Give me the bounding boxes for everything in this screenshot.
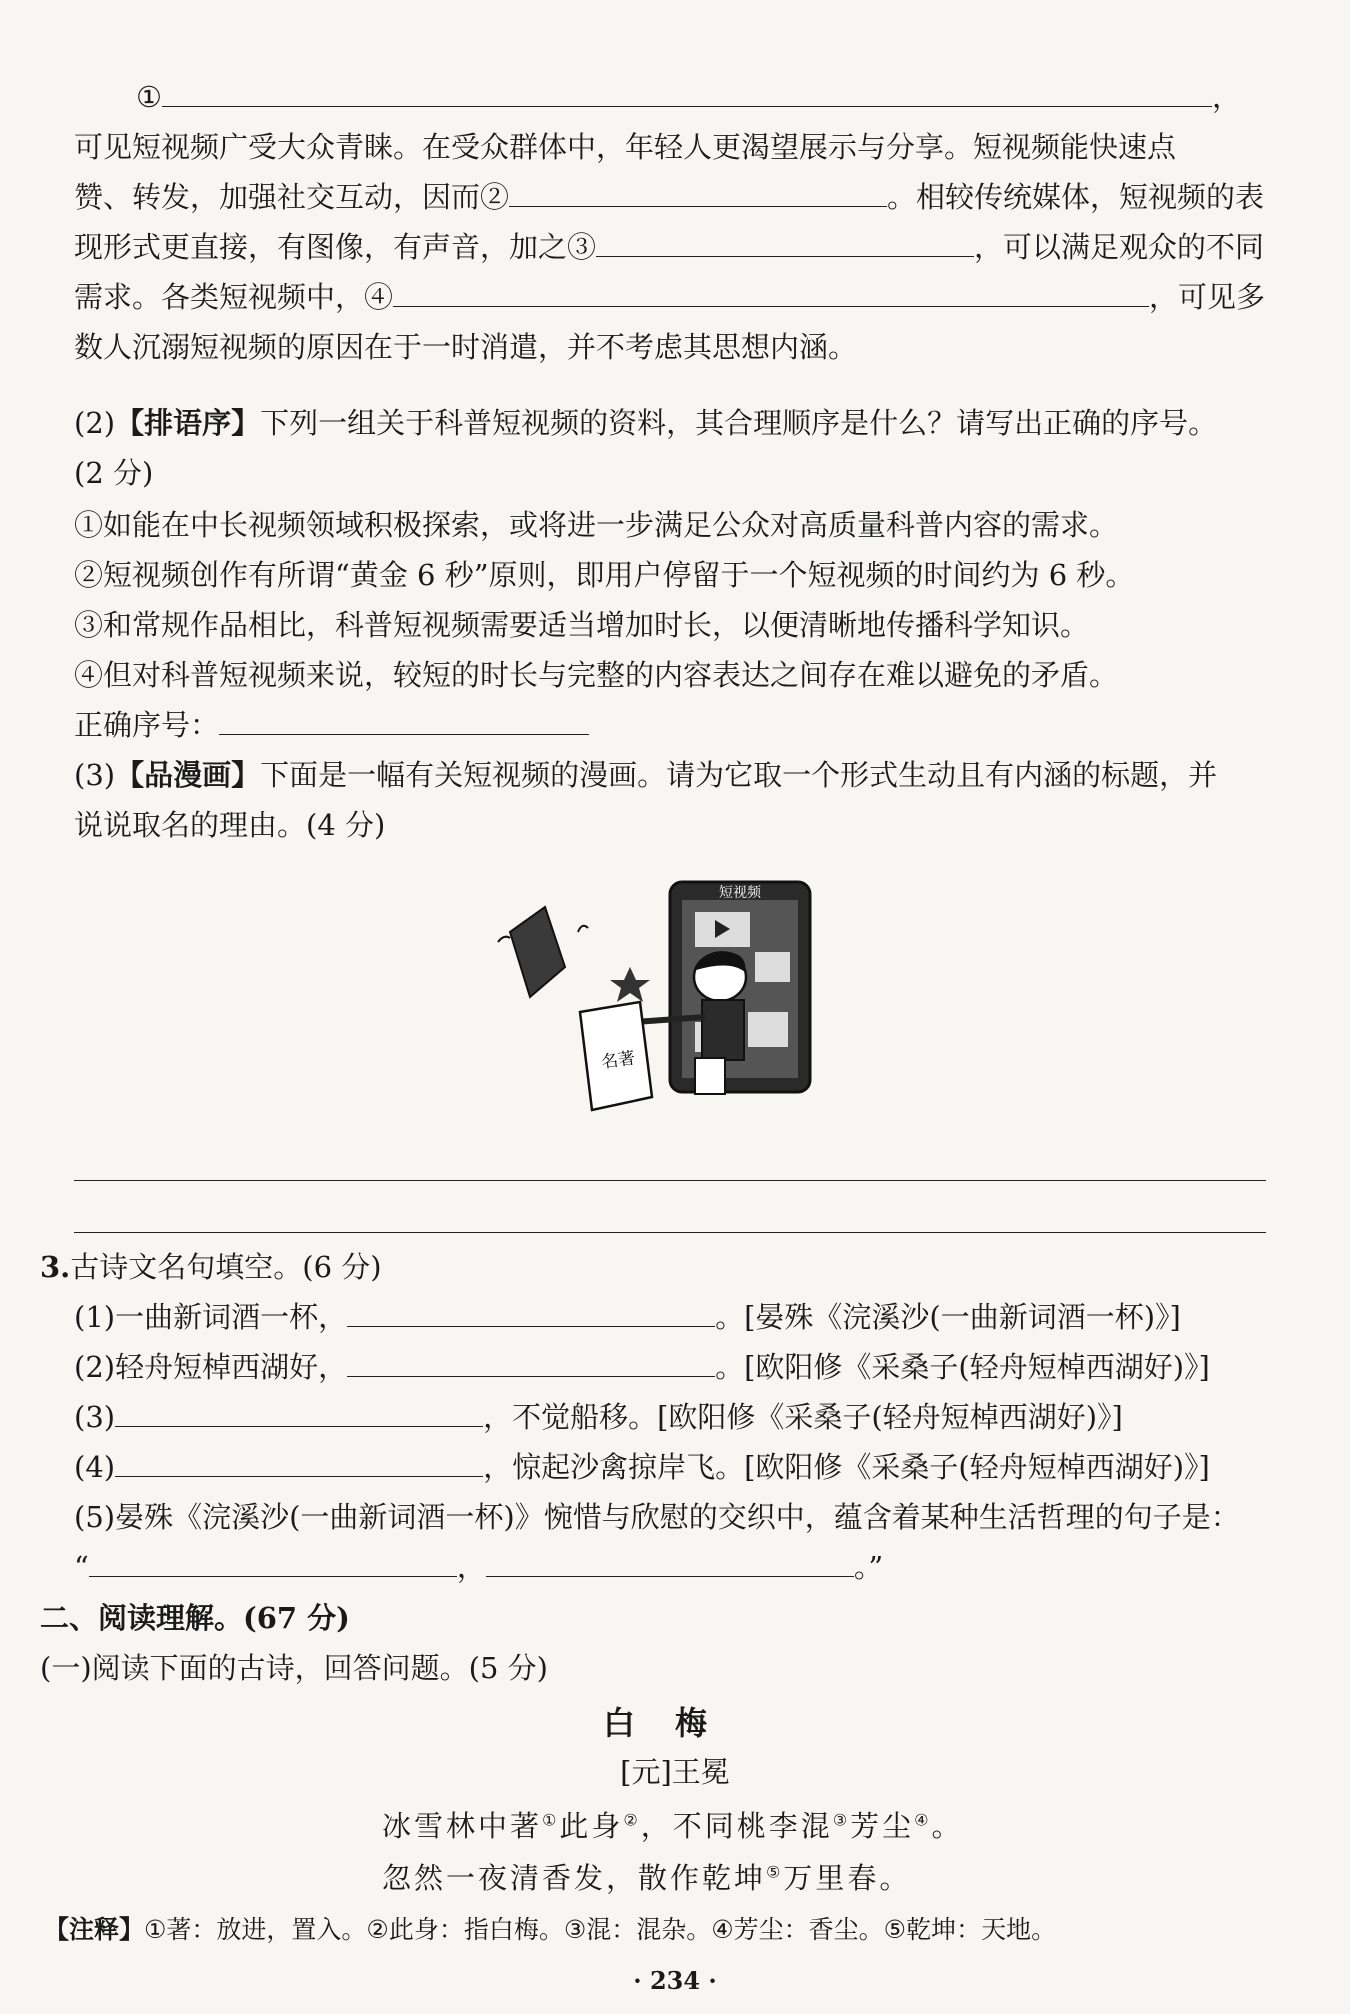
text: 需求。各类短视频中，④ [74,280,394,314]
poem-notes [44,1910,1056,1946]
text: 忽然一夜清香发，散作乾坤 [382,1861,767,1895]
text: (1)一曲新词酒一杯， [74,1300,348,1334]
quote-open: “ [74,1550,89,1584]
note-ref: ③ [832,1810,851,1830]
poem-title: 白梅 [602,1704,747,1742]
text: (4) [74,1450,116,1484]
note-ref: ⑤ [766,1862,784,1882]
text: ，可见多 [1149,280,1266,314]
text: 此身 [559,1809,624,1843]
text: (3) [74,1400,116,1434]
text: 。相较传统媒体，短视频的表 [887,180,1265,214]
q2-1-line1 [136,72,1336,122]
q3-item-2 [74,1342,1274,1392]
q2-1-line5 [74,272,1274,322]
q3-item-4 [74,1442,1274,1492]
answer-blank-1[interactable] [162,72,1212,107]
answer-blank-order[interactable] [219,700,589,735]
q3-item-5-answers [74,1542,1274,1592]
answer-blank-3[interactable] [596,222,974,257]
question-number: (2) [74,406,116,440]
poem-line-2 [382,1856,911,1897]
subsection-title: (一)阅读下面的古诗，回答问题。(5 分) [40,1651,548,1685]
note-ref: ④ [914,1810,932,1830]
text: 现形式更直接，有图像，有声音，加之③ [74,230,597,264]
question-number: 3. [40,1250,71,1284]
punct: ， [1212,80,1242,114]
q3-item-1 [74,1292,1274,1342]
answer-blank-4[interactable] [393,272,1149,307]
q3-item-5: (5)晏殊《浣溪沙(一曲新词酒一杯)》惋惜与欣慰的交织中，蕴含着某种生活哲理的句子是： [74,1500,1240,1534]
notes-tag: 【注释】 [44,1915,145,1944]
notes-text: ①著：放进，置入。②此身：指白梅。③混：混杂。④芳尘：香尘。⑤乾坤：天地。 [144,1915,1057,1944]
answer-blank-2[interactable] [509,172,887,207]
question-tag: 【品漫画】 [115,758,261,792]
text: 冰雪林中著 [382,1809,543,1843]
poem-author: [元]王冕 [620,1755,730,1789]
text: 。[欧阳修《采桑子(轻舟短棹西湖好)》] [715,1350,1210,1384]
question-tag: 【排语序】 [115,406,261,440]
poem-line-1 [382,1804,963,1845]
q2-1-line4 [74,222,1274,272]
text: ，惊起沙禽掠岸飞。[欧阳修《采桑子(轻舟短棹西湖好)》] [483,1450,1210,1484]
section-title: 二、阅读理解。(67 分) [40,1601,350,1635]
q2-2-item: ②短视频创作有所谓“黄金 6 秒”原则，即用户停留于一个短视频的时间约为 6 秒。 [74,558,1135,592]
answer-label: 正确序号： [74,708,220,742]
question-text: 下列一组关于科普短视频的资料，其合理顺序是什么？请写出正确的序号。 [260,406,1218,440]
question-text: 古诗文名句填空。(6 分) [70,1250,382,1284]
q2-1-line2: 可见短视频广受大众青睐。在受众群体中，年轻人更渴望展示与分享。短视频能快速点 [74,130,1177,164]
q2-2-score: (2 分) [74,456,154,490]
text: ，不觉船移。[欧阳修《采桑子(轻舟短棹西湖好)》] [483,1400,1123,1434]
question-number: (3) [74,758,116,792]
note-ref: ① [542,1810,560,1830]
answer-line-cartoon-2[interactable] [74,1232,1266,1233]
text: (2)轻舟短棹西湖好， [74,1350,348,1384]
text: 万里春。 [783,1861,912,1895]
answer-blank-poem-2[interactable] [347,1342,715,1377]
cartoon-illustration [490,872,850,1132]
q3-item-3 [74,1392,1274,1442]
q2-2-item: ③和常规作品相比，科普短视频需要适当增加时长，以便清晰地传播科学知识。 [74,608,1090,642]
q2-2-item: ①如能在中长视频领域积极探索，或将进一步满足公众对高质量科普内容的需求。 [74,508,1119,542]
text: 。[晏殊《浣溪沙(一曲新词酒一杯)》] [715,1300,1181,1334]
text: 芳尘 [850,1809,915,1843]
q2-2-item: ④但对科普短视频来说，较短的时长与完整的内容表达之间存在难以避免的矛盾。 [74,658,1119,692]
q2-3-stem [74,750,1274,800]
answer-blank-poem-5b[interactable] [486,1542,854,1577]
text: 赞、转发，加强社交互动，因而② [74,180,510,214]
q2-2-answer-line [74,700,1274,750]
person-body [702,1000,744,1060]
q2-1-line6: 数人沉溺短视频的原因在于一时消遣，并不考虑其思想内涵。 [74,330,858,364]
page-number: · 234 · [633,1966,717,1995]
answer-blank-poem-5a[interactable] [89,1542,457,1577]
quote-close: 。” [853,1550,884,1584]
note-ref: ② [623,1810,641,1830]
q2-1-line3 [74,172,1274,222]
impact-star [610,967,650,1002]
blank-marker-1: ① [136,80,162,114]
answer-blank-poem-1[interactable] [347,1292,715,1327]
thrown-book [510,907,565,997]
answer-line-cartoon-1[interactable] [74,1180,1266,1181]
q3-title [40,1242,1240,1292]
q2-3-stem-2: 说说取名的理由。(4 分) [74,808,386,842]
text: 。 [931,1809,964,1843]
video-thumb [748,1012,788,1047]
book-label: 名著 [599,1048,637,1073]
text: ，不同桃李混 [640,1809,833,1843]
person-legs [695,1058,725,1094]
answer-blank-poem-4[interactable] [115,1442,483,1477]
answer-blank-poem-3[interactable] [115,1392,483,1427]
video-thumb [755,952,790,982]
question-text: 下面是一幅有关短视频的漫画。请为它取一个形式生动且有内涵的标题，并 [260,758,1218,792]
text: ，可以满足观众的不同 [974,230,1265,264]
punct: ， [456,1550,486,1584]
tablet-label: 短视频 [719,885,761,901]
q2-2-stem [74,398,1274,448]
